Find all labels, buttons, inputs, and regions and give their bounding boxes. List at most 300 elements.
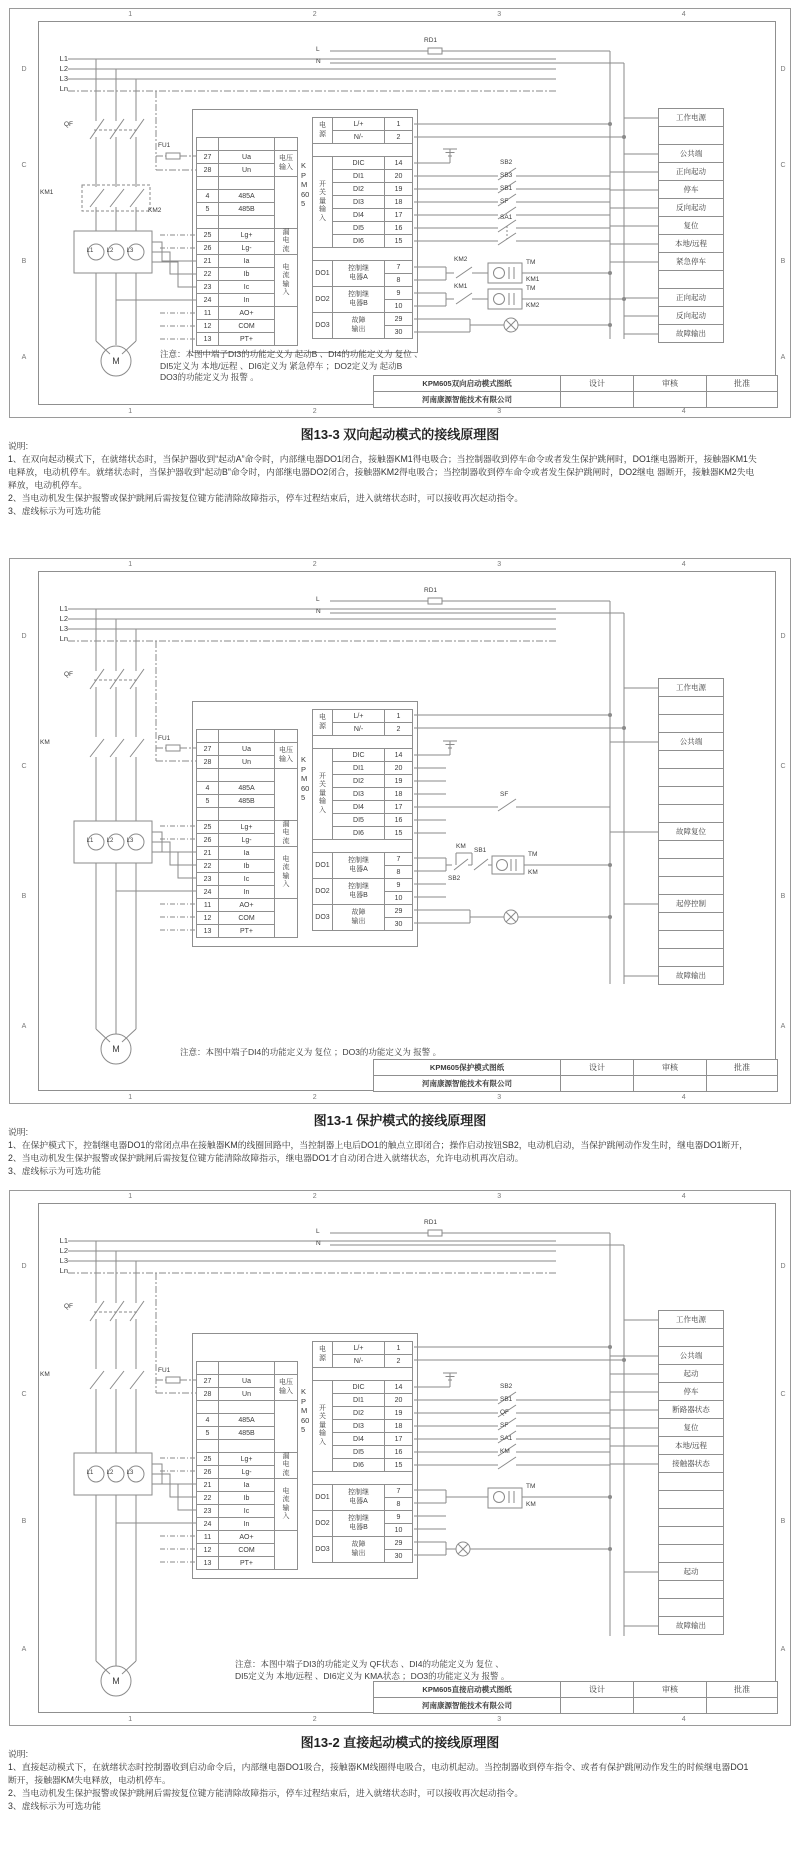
titleblock-approve: 批准 (707, 1682, 777, 1697)
frame-ref: 1 (128, 11, 133, 18)
frame-ref: 1 (128, 561, 133, 568)
drawing-note (235, 1659, 509, 1682)
frame-ref: 1 (128, 1193, 133, 1200)
function-label: 断路器状态 (658, 1400, 724, 1419)
terminal-name: 485B (219, 203, 275, 216)
frame-ref: D (780, 632, 786, 640)
terminal-name: 485A (219, 190, 275, 203)
titleblock-company: 河南康源智能技术有限公司 (374, 1698, 560, 1713)
frame-ref: D (780, 65, 786, 73)
do2-tag: DO2 (313, 879, 333, 905)
do1-tag: DO1 (313, 261, 333, 287)
switch-label: SB3 (500, 172, 513, 179)
function-label-column (658, 679, 724, 985)
gap-row (313, 248, 413, 261)
do3-tag: DO3 (313, 905, 333, 931)
frame-ref: D (21, 1263, 27, 1271)
note-line: 电释放，电动机停车。就绪状态时，当保护器收到“起动B”命令时，内部继电器DO2闭合，接触器KM2得电吸合；当控制器收到停车命令或者发生保护跳闸时，DO2继电 器断开，接触器KM2失电 (8, 467, 755, 477)
frame-ref: C (780, 1390, 786, 1398)
group-cell-empty (274, 729, 298, 743)
function-label (658, 858, 724, 877)
terminal-row: 5 485B (197, 1427, 275, 1440)
frame-ref: 3 (497, 1193, 502, 1200)
do3-label: 故障输出 (333, 1537, 385, 1563)
group-cell-empty (274, 768, 298, 821)
group-cell-empty (274, 1530, 298, 1570)
terminal-row: 28 Un (197, 756, 275, 769)
frame-ref: C (21, 762, 27, 770)
function-label (658, 1490, 724, 1509)
function-label: 起动 (658, 1364, 724, 1383)
phase-label: L2 (59, 64, 68, 73)
group-voltage-input: 电压输入 (274, 742, 298, 769)
terminal-name: L/+ (333, 118, 385, 131)
phase-label: Ln (59, 1266, 68, 1275)
frame-ref: 2 (312, 408, 317, 415)
function-label: 停车 (658, 180, 724, 199)
ct-label: L1 (86, 838, 94, 844)
do1-label: 控制继电器A (333, 1485, 385, 1511)
function-label: 公共端 (658, 732, 724, 751)
note-line: 1、在双向起动模式下，在就绪状态时，当保护器收到“起动A”命令时，内部继电器DO1闭合，接触器KM1得电吸合；当控制器收到停车命令或者发生保护跳闸时，DO1继电器断开，接触器KM1失 (8, 454, 757, 464)
switch-label: SA1 (500, 1435, 513, 1442)
terminal-row: 28 Un (197, 1388, 275, 1401)
group-leakage: 漏电流 (274, 820, 298, 847)
terminal-row (197, 177, 275, 190)
terminal-row (197, 203, 275, 216)
ct-label: L3 (126, 248, 134, 254)
tm-label: TM (526, 285, 536, 292)
group-current-input: 电流输入 (274, 846, 298, 899)
fuse-rd1-label: RD1 (424, 37, 438, 44)
frame-ref: B (780, 892, 786, 900)
terminal-number: 25 (197, 229, 219, 242)
function-label-column (658, 1311, 724, 1635)
titleblock-review: 审核 (634, 1060, 706, 1075)
frame-ref: 3 (497, 561, 502, 568)
terminal-name: COM (219, 320, 275, 333)
terminal-row: 12 COM (197, 912, 275, 925)
function-label (658, 876, 724, 895)
function-label: 起动 (658, 1562, 724, 1581)
function-label: 公共端 (658, 144, 724, 163)
terminal-row (197, 730, 275, 743)
ct-labels (84, 838, 144, 844)
phase-label: L1 (59, 604, 68, 613)
group-leakage: 漏电流 (274, 228, 298, 255)
tm-label: TM (526, 1483, 536, 1490)
terminal-row: 22 Ib (197, 1492, 275, 1505)
notes-section-3 (8, 1748, 798, 1813)
terminal-number: 12 (197, 320, 219, 333)
frame-col-refs-top (38, 9, 776, 20)
phase-label: L2 (59, 614, 68, 623)
title-block (373, 375, 778, 408)
titleblock-empty (634, 392, 706, 407)
frame-row-refs-left (19, 571, 29, 1091)
frame-ref: 2 (312, 1716, 317, 1723)
function-label: 复位 (658, 216, 724, 235)
titleblock-doc: KPM605保护模式图纸 (374, 1060, 560, 1075)
note-line: 2、当电动机发生保护报警或保护跳闸后需按复位键方能清除故障指示，继电器DO1才自动闭合进入就绪状态，允许电动机再次启动。 (8, 1153, 524, 1163)
terminal-row (197, 190, 275, 203)
drawing-protection-mode (9, 558, 791, 1104)
frame-ref: A (21, 353, 27, 361)
phase-label: L2 (59, 1246, 68, 1255)
gap-row (313, 1472, 413, 1485)
tm-label: TM (528, 851, 538, 858)
function-label (658, 1508, 724, 1527)
terminal-number: 27 (197, 151, 219, 164)
terminal-row (197, 320, 275, 333)
line-n-label: N (316, 58, 321, 65)
terminal-number: 2 (385, 131, 413, 144)
function-label: 复位 (658, 1418, 724, 1437)
coil-label: KM (528, 869, 538, 876)
function-label: 起停控制 (658, 894, 724, 913)
frame-ref: 2 (312, 1094, 317, 1101)
do1-tag: DO1 (313, 1485, 333, 1511)
contactor-label-km2: KM2 (148, 207, 162, 214)
frame-ref: 3 (497, 408, 502, 415)
do3-tag: DO3 (313, 313, 333, 339)
ct-label: L1 (86, 248, 94, 254)
frame-ref: C (21, 1390, 27, 1398)
terminal-number: 24 (197, 294, 219, 307)
terminal-name: Ib (219, 268, 275, 281)
title-block (373, 1059, 778, 1092)
frame-ref: A (21, 1022, 27, 1030)
line-n-label: N (316, 1240, 321, 1247)
terminal-number: 28 (197, 164, 219, 177)
do2-label: 控制继电器B (333, 1511, 385, 1537)
terminal-row (197, 808, 275, 821)
phase-label: L1 (59, 54, 68, 63)
do2-label: 控制继电器B (333, 879, 385, 905)
function-label: 正向起动 (658, 162, 724, 181)
titleblock-empty (634, 1076, 706, 1091)
function-label: 本地/远程 (658, 234, 724, 253)
frame-ref: A (780, 1645, 786, 1653)
motor-label: M (112, 356, 120, 366)
do2-label: 控制继电器B (333, 287, 385, 313)
frame-ref: 4 (681, 1094, 686, 1101)
ct-label: L2 (106, 1470, 114, 1476)
contactor-label-km: KM (40, 739, 50, 746)
notes-title: 说明: (8, 1127, 29, 1137)
function-label (658, 126, 724, 145)
terminal-name: In (219, 294, 275, 307)
titleblock-doc: KPM605直接启动模式图纸 (374, 1682, 560, 1697)
frame-ref: 1 (128, 408, 133, 415)
phase-label: L3 (59, 624, 68, 633)
terminal-name: Lg- (219, 242, 275, 255)
function-label: 反向起动 (658, 306, 724, 325)
function-label: 反向起动 (658, 198, 724, 217)
note-line: 3、虚线标示为可选功能 (8, 1166, 101, 1176)
terminal-name: Lg+ (219, 229, 275, 242)
terminal-table-left (196, 1361, 275, 1570)
terminal-table-right: 电源 L/+ 1 N/- 2 开关量输入 DIC 14 DI1 20 DI2 19 DI3 18 DI4 17 DI5 16 DI6 15 DO1 控制继电器A 7 8 DO2 控制继电器B 9 10 DO3 故障输出 29 30 (312, 709, 413, 931)
notes-title: 说明: (8, 1749, 29, 1759)
function-label: 工作电源 (658, 108, 724, 127)
gap-row (313, 840, 413, 853)
frame-col-refs-top (38, 559, 776, 570)
switch-label: SF (500, 198, 509, 205)
function-label (658, 714, 724, 733)
function-label: 工作电源 (658, 1310, 724, 1329)
notes-section-1 (8, 440, 798, 518)
titleblock-design: 设计 (561, 1060, 633, 1075)
frame-col-refs-bottom (38, 1714, 776, 1725)
group-cell-empty (274, 1400, 298, 1453)
drawing-bidirectional-mode (9, 8, 791, 418)
interlock-contact-label: KM2 (454, 256, 468, 263)
fuse-label: FU1 (158, 735, 171, 742)
terminal-row: 13 PT+ (197, 1557, 275, 1570)
switch-label: SB1 (500, 185, 513, 192)
terminal-number: 26 (197, 242, 219, 255)
function-label-column (658, 109, 724, 343)
coil-label: KM (526, 1501, 536, 1508)
ct-labels (84, 1470, 144, 1476)
function-label (658, 1472, 724, 1491)
function-label (658, 912, 724, 931)
frame-ref: 4 (681, 408, 686, 415)
terminal-name (219, 177, 275, 190)
terminal-row: 23 Ic (197, 1505, 275, 1518)
frame-ref: A (21, 1645, 27, 1653)
note-line: 2、当电动机发生保护报警或保护跳闸后需按复位键方能清除故障指示，停车过程结束后，进入就绪状态时，可以接收再次起动指令。 (8, 493, 524, 503)
terminal-name: Ic (219, 281, 275, 294)
function-label (658, 840, 724, 859)
frame-row-refs-left (19, 1203, 29, 1713)
function-label: 紧急停车 (658, 252, 724, 271)
frame-col-refs-top (38, 1191, 776, 1202)
terminal-name: Ia (219, 255, 275, 268)
titleblock-review: 审核 (634, 1682, 706, 1697)
titleblock-company: 河南康源智能技术有限公司 (374, 1076, 560, 1091)
figure-caption-2: 图13-1 保护模式的接线原理图 (313, 1113, 487, 1128)
terminal-table-left (196, 729, 275, 938)
frame-ref: 2 (312, 1193, 317, 1200)
terminal-row (197, 1440, 275, 1453)
function-label: 正向起动 (658, 288, 724, 307)
switch-label: SF (500, 791, 509, 798)
function-label (658, 930, 724, 949)
titleblock-empty (561, 1698, 633, 1713)
switch-label: SA1 (500, 214, 513, 221)
frame-row-refs-right (778, 1203, 788, 1713)
frame-ref: B (780, 1518, 786, 1526)
note-line: 3、虚线标示为可选功能 (8, 1801, 101, 1811)
terminal-number: 21 (197, 255, 219, 268)
function-label (658, 270, 724, 289)
terminal-name: Ua (219, 151, 275, 164)
start-button-label: SB2 (448, 875, 461, 882)
group-power: 电源 (313, 1342, 333, 1368)
breaker-label: QF (64, 121, 74, 128)
ct-label: L3 (126, 838, 134, 844)
note-line: 注意：本图中端子DI4的功能定义为 复位 ；DO3的功能定义为 报警 。 (180, 1047, 442, 1057)
titleblock-doc: KPM605双向启动模式图纸 (374, 376, 560, 391)
note-line: 注意：本图中端子DI3的功能定义为 起动B 、DI4的功能定义为 复位 、 (160, 349, 423, 359)
do3-tag: DO3 (313, 1537, 333, 1563)
titleblock-review: 审核 (634, 376, 706, 391)
terminal-number (197, 177, 219, 190)
fuse-label: FU1 (158, 142, 171, 149)
function-label (658, 1598, 724, 1617)
fuse-rd1-label: RD1 (424, 587, 438, 594)
notes-title: 说明: (8, 441, 29, 451)
terminal-row: 24 In (197, 886, 275, 899)
group-cell-empty (274, 1361, 298, 1375)
function-label: 接触器状态 (658, 1454, 724, 1473)
frame-ref: 1 (128, 1094, 133, 1101)
frame-ref: B (21, 1518, 27, 1526)
fuse-rd1-label: RD1 (424, 1219, 438, 1226)
group-digital-input: 开关量输入 (313, 749, 333, 840)
terminal-row: 11 AO+ (197, 899, 275, 912)
frame-col-refs-bottom (38, 1092, 776, 1103)
terminal-row: 27 Ua (197, 1375, 275, 1388)
hold-contact-label: KM (456, 843, 466, 850)
group-digital-input: 开关量输入 (313, 157, 333, 248)
switch-label: SF (500, 1422, 509, 1429)
titleblock-empty (707, 1698, 777, 1713)
terminal-name: DIC (333, 157, 385, 170)
titleblock-company: 河南康源智能技术有限公司 (374, 392, 560, 407)
frame-ref: B (780, 257, 786, 265)
group-leakage: 漏电流 (274, 1452, 298, 1479)
note-line: DI5定义为 本地/远程 、DI6定义为 紧急停车 ；DO2定义为 起动B (160, 360, 403, 371)
terminal-row (197, 268, 275, 281)
function-label (658, 1526, 724, 1545)
motor-label: M (112, 1676, 120, 1686)
frame-ref: C (780, 762, 786, 770)
frame-ref: 4 (681, 11, 686, 18)
frame-ref: 4 (681, 561, 686, 568)
function-label (658, 1580, 724, 1599)
terminal-row: 11 AO+ (197, 1531, 275, 1544)
device-name-vertical: KPM605 (301, 161, 310, 208)
do3-label: 故障输出 (333, 905, 385, 931)
ct-label: L2 (106, 248, 114, 254)
function-label (658, 750, 724, 769)
terminal-row: 25 Lg+ (197, 821, 275, 834)
titleblock-empty (561, 1076, 633, 1091)
phase-labels (52, 54, 68, 94)
fuse-label: FU1 (158, 1367, 171, 1374)
terminal-name: AO+ (219, 307, 275, 320)
terminal-row (197, 151, 275, 164)
frame-ref: A (780, 1022, 786, 1030)
terminal-number (197, 138, 219, 151)
stop-button-label: SB1 (474, 847, 487, 854)
note-line: 释放，电动机停车。 (8, 480, 88, 490)
ct-labels (84, 248, 144, 254)
titleblock-approve: 批准 (707, 1060, 777, 1075)
switch-label: SB1 (500, 1396, 513, 1403)
interlock-contact-label: KM1 (454, 283, 468, 290)
terminal-row (197, 333, 275, 346)
terminal-number: 22 (197, 268, 219, 281)
group-power: 电源 (313, 118, 333, 144)
terminal-number: 5 (197, 203, 219, 216)
group-voltage-input: 电压输入 (274, 150, 298, 177)
terminal-table-left (196, 137, 275, 346)
terminal-row (197, 769, 275, 782)
terminal-row: 24 In (197, 1518, 275, 1531)
terminal-row: 26 Lg- (197, 1466, 275, 1479)
terminal-row (197, 242, 275, 255)
frame-row-refs-left (19, 21, 29, 405)
note-line: 断开，接触器KM失电释放，电动机停车。 (8, 1775, 171, 1785)
coil-label: KM2 (526, 302, 540, 309)
function-label (658, 1328, 724, 1347)
terminal-name: Un (219, 164, 275, 177)
notes-lines (8, 453, 798, 518)
note-line: 3、虚线标示为可选功能 (8, 506, 101, 516)
drawing-note (180, 1047, 441, 1059)
titleblock-empty (707, 392, 777, 407)
function-label: 公共端 (658, 1346, 724, 1365)
note-line: DO3的功能定义为 报警 。 (160, 372, 259, 382)
phase-label: L1 (59, 1236, 68, 1245)
terminal-row (197, 281, 275, 294)
terminal-row (197, 307, 275, 320)
breaker-label: QF (64, 1303, 74, 1310)
note-line: 1、直接起动模式下，在就绪状态时控制器收到启动命令后，内部继电器DO1吸合，接触器KM线圈得电吸合，电动机起动。当控制器收到停车指令、或者有保护跳闸动作发生的时候继电器DO1 (8, 1762, 749, 1772)
frame-ref: D (780, 1263, 786, 1271)
group-voltage-input: 电压输入 (274, 1374, 298, 1401)
terminal-table-right: 电源 L/+ 1 N/- 2 开关量输入 DIC 14 DI1 20 DI2 19 DI3 18 DI4 17 DI5 16 DI6 15 DO1 控制继电器A 7 8 DO2 控制继电器B 9 10 DO3 故障输出 29 30 (312, 1341, 413, 1563)
breaker-label: QF (64, 671, 74, 678)
note-line: DI5定义为 本地/远程 、DI6定义为 KMA状态 ；DO3的功能定义为 报警 。 (235, 1670, 510, 1681)
terminal-row: 22 Ib (197, 860, 275, 873)
terminal-row (197, 229, 275, 242)
line-l-label: L (316, 1228, 320, 1235)
terminal-name: N/- (333, 131, 385, 144)
function-label (658, 786, 724, 805)
notes-lines (8, 1761, 798, 1813)
do2-tag: DO2 (313, 287, 333, 313)
function-label (658, 804, 724, 823)
notes-section-2 (8, 1126, 798, 1178)
group-cell-empty (274, 306, 298, 346)
line-l-label: L (316, 46, 320, 53)
tm-label: TM (526, 259, 536, 266)
ct-label: L3 (126, 1470, 134, 1476)
terminal-number: 11 (197, 307, 219, 320)
frame-ref: D (21, 65, 27, 73)
title-block (373, 1681, 778, 1714)
switch-label: KM (500, 1448, 510, 1455)
line-l-label: L (316, 596, 320, 603)
terminal-row (197, 294, 275, 307)
gap-row (313, 144, 413, 157)
frame-ref: 2 (312, 11, 317, 18)
terminal-row (197, 138, 275, 151)
line-n-label: N (316, 608, 321, 615)
do1-tag: DO1 (313, 853, 333, 879)
notes-lines (8, 1139, 798, 1178)
function-label: 故障输出 (658, 324, 724, 343)
group-cell-empty (274, 898, 298, 938)
titleblock-empty (634, 1698, 706, 1713)
group-power: 电源 (313, 710, 333, 736)
terminal-name (219, 138, 275, 151)
